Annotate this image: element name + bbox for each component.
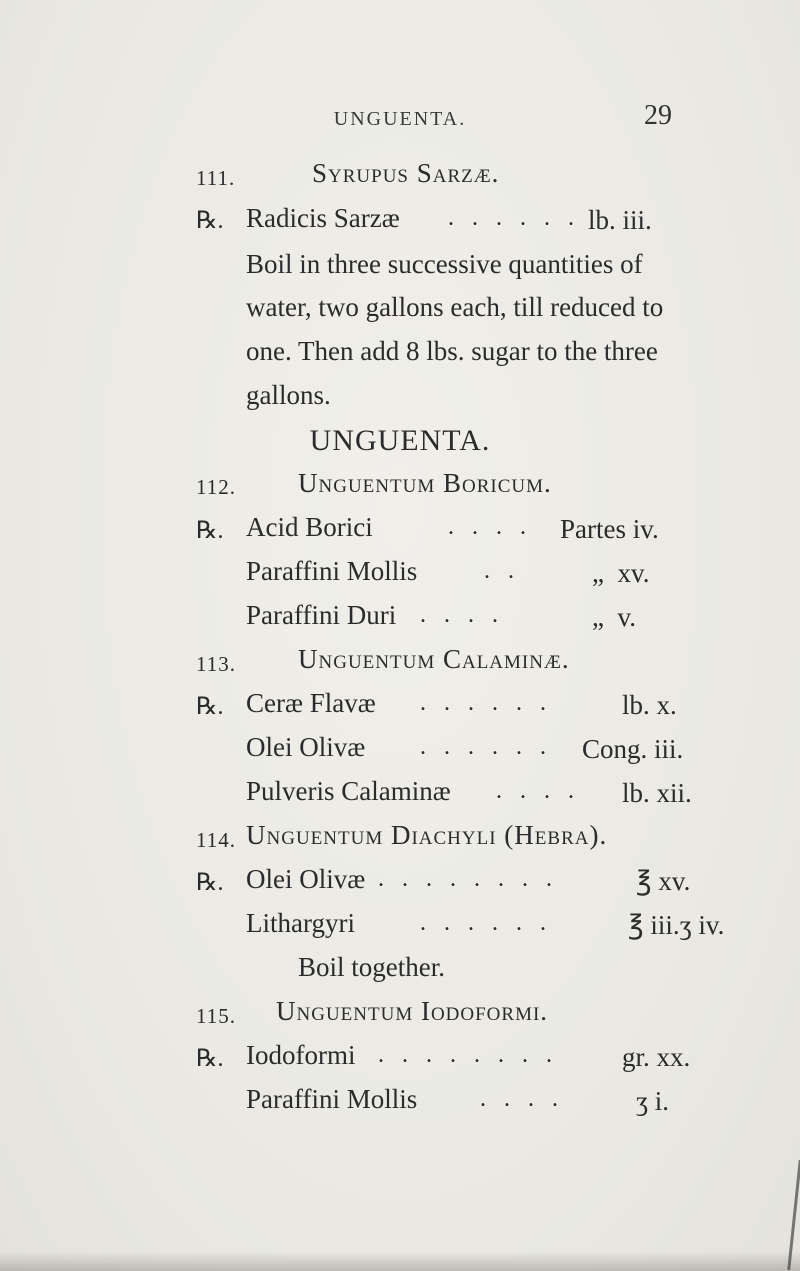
leader-dots: . . . . . .	[448, 205, 580, 231]
recipe-number-114: 114.	[196, 828, 236, 852]
rx-symbol: ℞.	[196, 208, 224, 234]
recipe-number-112: 112.	[196, 475, 236, 499]
leader-dots: . .	[484, 558, 520, 584]
rx-symbol: ℞.	[196, 518, 224, 544]
recipe-title-113: Unguentum Calaminæ.	[298, 644, 570, 674]
ingredient-quantity: ℥ iii.ʒ iv.	[628, 910, 725, 940]
instruction-text: gallons.	[246, 380, 331, 410]
recipe-number-115: 115.	[196, 1004, 236, 1028]
instruction-text: water, two gallons each, till reduced to	[246, 292, 664, 322]
ingredient-quantity: Partes iv.	[560, 514, 659, 544]
ingredient-quantity: gr. xx.	[622, 1042, 691, 1072]
leader-dots: . . . . . .	[420, 690, 552, 716]
ingredient-name: Lithargyri	[246, 908, 355, 938]
leader-dots: . . . .	[480, 1086, 564, 1112]
ingredient-quantity: lb. x.	[622, 690, 677, 720]
ingredient-name: Paraffini Duri	[246, 600, 397, 630]
leader-dots: . . . . . . . .	[378, 866, 558, 892]
ingredient-quantity: ʒ i.	[636, 1086, 669, 1116]
leader-dots: . . . . . .	[420, 734, 552, 760]
page-number: 29	[644, 100, 672, 131]
rx-symbol: ℞.	[196, 1046, 224, 1072]
instruction-text: Boil in three successive quantities of	[246, 249, 643, 279]
recipe-title-111: Syrupus Sarzæ.	[312, 158, 500, 188]
rx-symbol: ℞.	[196, 694, 224, 720]
ingredient-name: Olei Olivæ	[246, 864, 366, 894]
leader-dots: . . . .	[420, 602, 504, 628]
ingredient-quantity: Cong. iii.	[582, 734, 684, 764]
ingredient-name: Iodoformi	[246, 1040, 356, 1070]
ingredient-quantity: lb. iii.	[588, 205, 652, 235]
ingredient-name: Ceræ Flavæ	[246, 688, 376, 718]
recipe-number-113: 113.	[196, 652, 236, 676]
recipe-title-114: Unguentum Diachyli (Hebra).	[246, 820, 608, 850]
ingredient-name: Paraffini Mollis	[246, 556, 418, 586]
page-edge-shadow	[0, 1251, 800, 1271]
recipe-title-112: Unguentum Boricum.	[298, 468, 552, 498]
running-head: UNGUENTA.	[333, 108, 467, 130]
ingredient-name: Pulveris Calaminæ	[246, 776, 451, 806]
instruction-text: Boil together.	[298, 952, 445, 982]
leader-dots: . . . . . .	[420, 910, 552, 936]
recipe-number-111: 111.	[196, 166, 236, 190]
ingredient-name: Olei Olivæ	[246, 732, 366, 762]
ingredient-quantity: ℥ xv.	[636, 866, 691, 896]
ingredient-quantity: „ v.	[592, 602, 636, 632]
ingredient-name: Paraffini Mollis	[246, 1084, 418, 1114]
leader-dots: . . . .	[496, 778, 580, 804]
ingredient-quantity: „ xv.	[592, 558, 650, 588]
rx-symbol: ℞.	[196, 870, 224, 896]
ingredient-name: Acid Borici	[246, 512, 373, 542]
instruction-text: one. Then add 8 lbs. sugar to the three	[246, 336, 658, 366]
ingredient-name: Radicis Sarzæ	[246, 203, 400, 233]
section-heading: UNGUENTA.	[309, 424, 491, 457]
leader-dots: . . . .	[448, 514, 532, 540]
ingredient-quantity: lb. xii.	[622, 778, 692, 808]
leader-dots: . . . . . . . .	[378, 1042, 558, 1068]
recipe-title-115: Unguentum Iodoformi.	[276, 996, 549, 1026]
